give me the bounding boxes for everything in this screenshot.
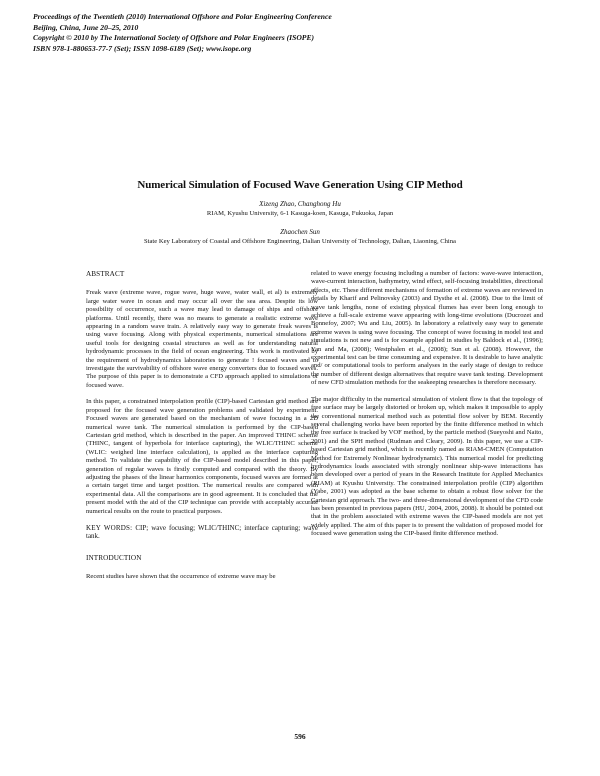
abstract-paragraph-2: In this paper, a constrained interpolation profile (CIP)-based Cartesian grid method are proposed for the focused wave generation problems and validated by experiment. Focused waves are generated based on the mechanism of wave focusing in a 2D numerical wave tank. The numerical simulation is performed by the CIP-based Cartesian grid method, which is described in the paper. An improved THINC scheme (THINC, tangent of hyperbola for interface capturing), the WLIC/THINC scheme (WLIC: weighed line interface calculation), is applied as the interface capturing method. To validate the capability of the CIP-based model described in this paper, generation of regular waves is firstly computed and compared with the theory. By adjusting the phases of the linear harmonics components, focused waves are formed at a certain target time and target position. The numerical results are compared with experimental data. All the comparisons are in good agreement. It is concluded that the present model with the aid of the CIP technique can provide with acceptably accurate numerical results on the route to practical purposes. <box>86 398 318 515</box>
keywords <box>86 524 318 541</box>
left-column <box>86 270 318 590</box>
paper-title: Numerical Simulation of Focused Wave Generation Using CIP Method <box>137 179 463 191</box>
keywords-text: CIP; wave focusing; WLIC/THINC; interface capturing; wave tank. <box>86 523 318 541</box>
abstract-paragraph-1: Freak wave (extreme wave, rogue wave, huge wave, water wall, et al) is extremely large water wave in ocean and may occur all over the sea area. Despite its low possibility of occurrence, such a wave may lead to damage of ships and offshore platforms. Until recently, there was no means to generate a realistic extreme wave appearing in a random wave train. A relatively easy way to generate freak waves is using wave focusing. Along with physical experiments, numerical simulations are useful tools for designing coastal structures as well as for understanding natural hydrodynamic processes in the field of ocean engineering. This work is motivated by the requirement of hydrodynamics laboratories to generate ! focused waves and to investigate the survivability of offshore wave energy converters due to focused waves. The purpose of this paper is to demonstrate a CFD approach applied to simulations of focused wave. <box>86 289 318 389</box>
page-number: 596 <box>294 732 306 741</box>
introduction-paragraph-3: The major difficulty in the numerical simulation of violent flow is that the topology of free surface may be largely distorted or broken up, which makes it impossible to apply the conventional numerical method such as potential flow solver by BEM. Recently several challenging works have been reported by the finite difference method in which the free surface is tracked by VOF method, by the particle method (Sueyoshi and Naito, 2001) and the SPH method (Rudman and Cleary, 2009). In this paper, we use a CIP-based Cartesian grid method, which is recently named as RIAM-CMEN (Computation Method for Extremely Nonlinear hydrodynamic). This numerical model for predicting hydrodynamics loads associated with strongly nonlinear ship-wave interactions has been developed over a period of years in the Research Institute for Applied Mechanics (RIAM) at Kyushu University. The constrained interpolation profile (CIP) algorithm (Yabe, 2001) was adopted as the base scheme to obtain a robust flow solver for the Cartesian grid approach. The two- and three-dimensional development of the CFD code has been presented in previous papers (HU, 2004, 2006, 2008). It should be pointed out that in the problem associated with extreme waves the CIP-based models are not yet widely applied. The aim of this paper is to present the validation of proposed model for focused wave generation using the CIP-based finite difference method. <box>311 395 543 538</box>
header-line-conference: Proceedings of the Twentieth (2010) International Offshore and Polar Engineering Conference <box>33 12 332 21</box>
abstract-heading: ABSTRACT <box>86 270 125 278</box>
introduction-heading: INTRODUCTION <box>86 553 142 562</box>
header-line-copyright: Copyright © 2010 by The International Society of Offshore and Polar Engineers (ISOPE) <box>33 33 315 43</box>
introduction-paragraph-2: related to wave energy focusing including a number of factors: wave-wave interaction, wave-current interaction, bathymetry, wind effect, self-focusing instabilities, directional effects, etc. These different mechanisms of formation of extreme waves are reviewed in details by Kharif and Pelinovsky (2003) and Dysthe et al. (2008). Due to the limit of wave tank lengths, none of existing physical flumes has ever been long enough to achieve a full-scale extreme wave appearing with long-time evolutions (Ducrozet and Bonnefoy, 2007; Wu and Liu, 2005). In laboratory a relatively easy way to generate extreme waves is using wave focusing. The concept of wave focusing in model test and simulations is not new and is for example applied in studies by Baldock et al., (1996); Yan and Ma, (2008); Westphalen et al., (2008); Sun et al. (2008). However, the experimental test can be time consuming and expensive. It is desirable to have analytic and/ or computational tools to perform analyses in the early stage of design to reduce the number of different design alternatives that require wave tank testing. Development of new CFD simulation methods for the seakeeping researches is therefore necessary. <box>311 270 543 387</box>
authors-secondary: Zhaochen Sun <box>280 228 320 236</box>
affiliation-primary: RIAM, Kyushu University, 6-1 Kasuga-koen, Kasuga, Fukuoka, Japan <box>206 210 394 217</box>
proceedings-header <box>33 12 573 54</box>
affiliation-secondary: State Key Laboratory of Coastal and Offshore Engineering, Dalian University of Technology, Dalian, Liaoning, China <box>144 238 456 245</box>
header-line-location: Beijing, China, June 20–25, 2010 <box>33 22 139 32</box>
right-column <box>311 270 543 547</box>
introduction-paragraph-1: Recent studies have shown that the occurrence of extreme wave may be <box>86 573 276 581</box>
keywords-label: KEY WORDS: <box>86 523 133 532</box>
authors-primary: Xizeng Zhao, Changhong Hu <box>259 200 341 208</box>
header-line-isbn: ISBN 978-1-880653-77-7 (Set); ISSN 1098-6189 (Set); www.isope.org <box>33 43 252 53</box>
